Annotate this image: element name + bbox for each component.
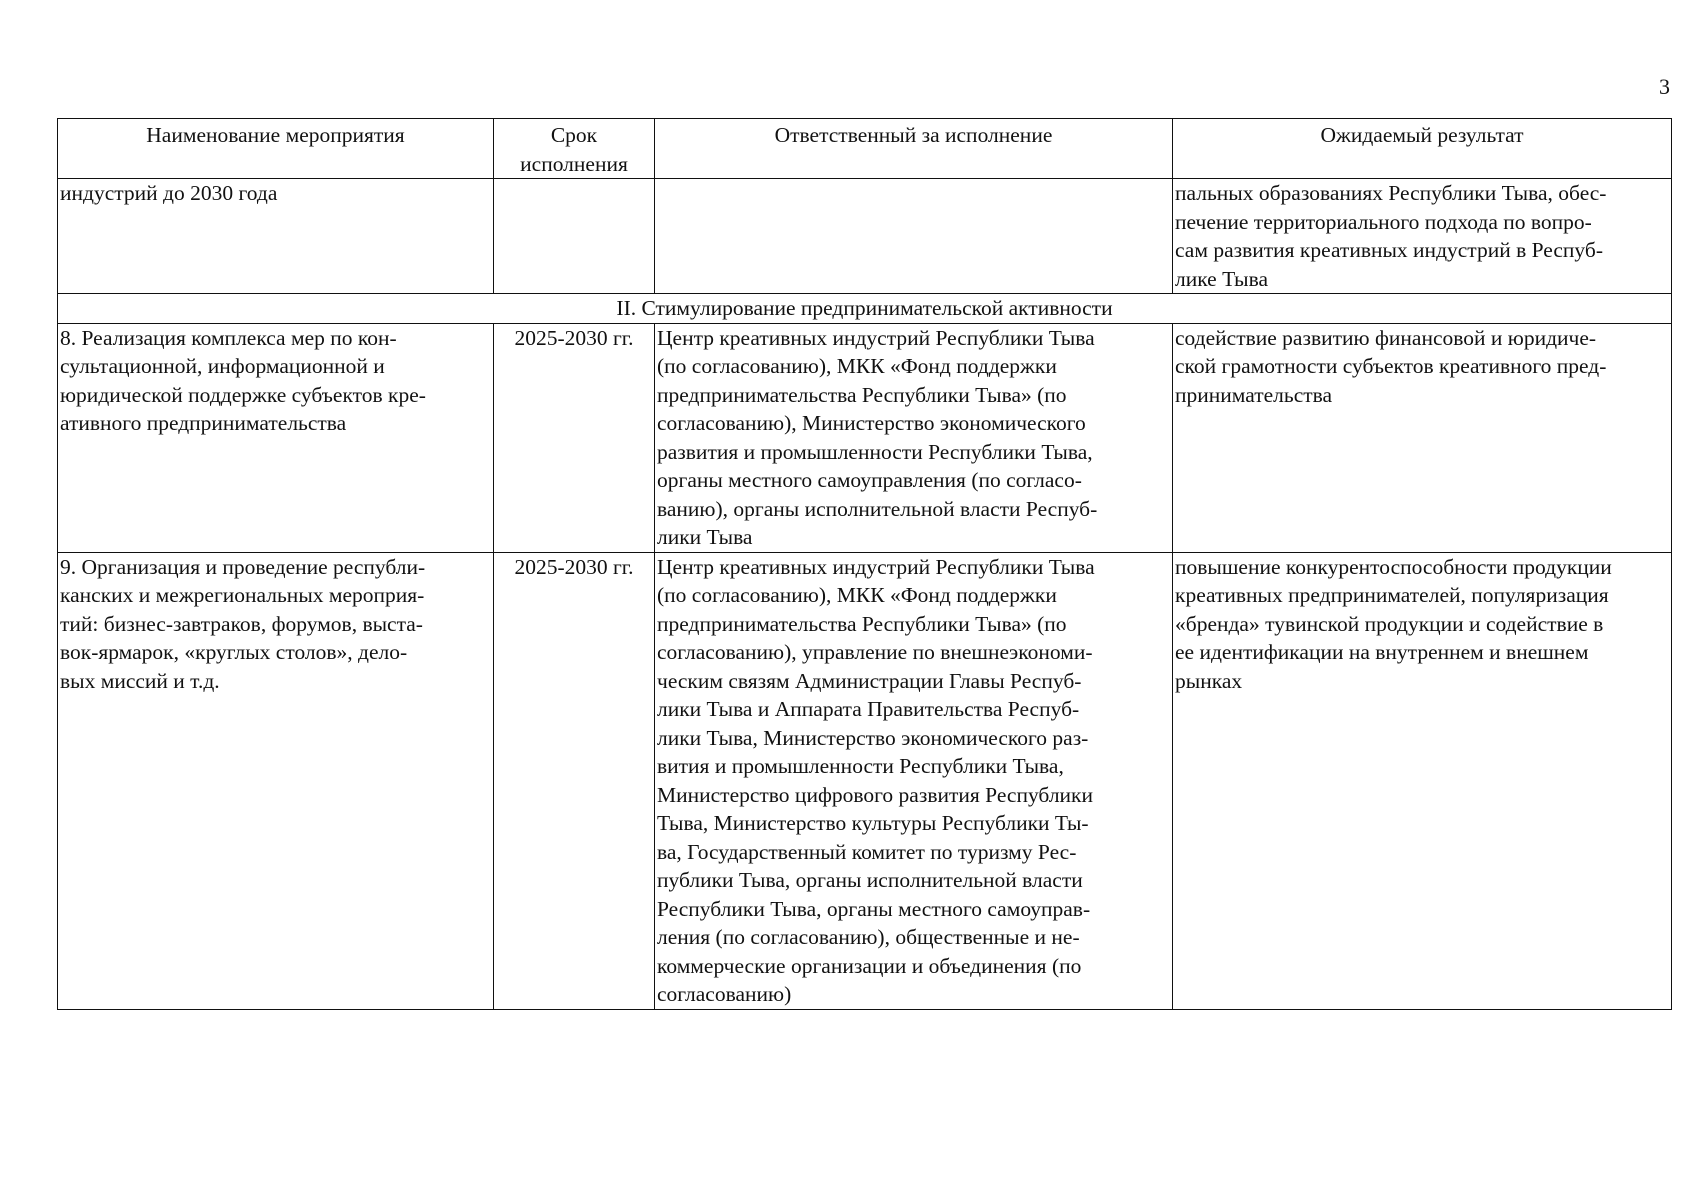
cell-line: органы местного самоуправления (по согласо- bbox=[657, 468, 1082, 492]
cell-line: ее идентификации на внутреннем и внешнем bbox=[1175, 640, 1589, 664]
cell-expected-result bbox=[1173, 552, 1672, 1009]
cell-line: 8. Реализация комплекса мер по кон- bbox=[60, 325, 397, 350]
table-row-8 bbox=[58, 323, 1672, 552]
cell-line: Центр креативных индустрий Республики Тыва bbox=[657, 554, 1095, 579]
cell-term: 2025-2030 гг. bbox=[494, 552, 655, 1009]
section-title: II. Стимулирование предпринимательской активности bbox=[58, 294, 1672, 324]
section-title-row bbox=[58, 294, 1672, 324]
cell-line: ской грамотности субъектов креативного пред- bbox=[1175, 354, 1607, 378]
cell-line: предпринимательства Республики Тыва» (по bbox=[657, 382, 1067, 407]
cell-line: сам развития креативных индустрий в Респуб- bbox=[1175, 238, 1603, 262]
cell-term: 2025-2030 гг. bbox=[494, 323, 655, 552]
header-activity-name: Наименование мероприятия bbox=[58, 119, 494, 179]
cell-line: лики Тыва и Аппарата Правительства Респуб- bbox=[657, 697, 1080, 721]
cell-line: сультационной, информационной и bbox=[60, 354, 385, 378]
cell-line: Министерство цифрового развития Республики bbox=[657, 782, 1094, 807]
cell-line: пальных образованиях Республики Тыва, обес- bbox=[1175, 181, 1607, 205]
cell-line: индустрий до 2030 года bbox=[60, 181, 278, 205]
header-term-text: Срок исполнения bbox=[520, 123, 628, 176]
cell-activity-name bbox=[58, 552, 494, 1009]
cell-expected-result bbox=[1173, 323, 1672, 552]
cell-line: повышение конкурентоспособности продукции bbox=[1175, 554, 1612, 579]
cell-activity-name bbox=[58, 323, 494, 552]
cell-line: содействие развитию финансовой и юридиче- bbox=[1175, 325, 1597, 350]
cell-line: (по согласованию), МКК «Фонд поддержки bbox=[657, 354, 1057, 378]
cell-line: принимательства bbox=[1175, 382, 1333, 407]
cell-line: 9. Организация и проведение республи- bbox=[60, 554, 426, 579]
table-row-9 bbox=[58, 552, 1672, 1009]
cell-line: креативных предпринимателей, популяризация bbox=[1175, 583, 1609, 607]
cell-line: согласованию), управление по внешнеэкономи- bbox=[657, 640, 1093, 664]
cell-line: лики Тыва, Министерство экономического раз- bbox=[657, 725, 1089, 750]
table-header-row bbox=[58, 119, 1672, 179]
table-row-continuation bbox=[58, 179, 1672, 294]
cell-term bbox=[494, 179, 655, 294]
page-number: 3 bbox=[1659, 74, 1670, 99]
cell-line: согласованию) bbox=[657, 982, 792, 1006]
cell-line: предпринимательства Республики Тыва» (по bbox=[657, 611, 1067, 636]
cell-line: вых миссий и т.д. bbox=[60, 668, 220, 693]
cell-line: развития и промышленности Республики Тыва, bbox=[657, 439, 1093, 464]
header-term bbox=[494, 119, 655, 179]
cell-line: Республики Тыва, органы местного самоуправ- bbox=[657, 896, 1091, 921]
cell-line: ления (по согласованию), общественные и не- bbox=[657, 925, 1080, 949]
cell-line: коммерческие организации и объединения (по bbox=[657, 953, 1082, 978]
cell-line: канских и межрегиональных мероприя- bbox=[60, 583, 425, 607]
cell-line: «бренда» тувинской продукции и содействие в bbox=[1175, 611, 1604, 636]
cell-line: Центр креативных индустрий Республики Тыва bbox=[657, 325, 1095, 350]
cell-line: тий: бизнес-завтраков, форумов, выста- bbox=[60, 611, 423, 636]
cell-line: согласованию), Министерство экономического bbox=[657, 411, 1086, 435]
cell-line: публики Тыва, органы исполнительной власти bbox=[657, 868, 1083, 892]
cell-line: лике Тыва bbox=[1175, 266, 1268, 291]
header-responsible: Ответственный за исполнение bbox=[655, 119, 1173, 179]
action-plan-table bbox=[57, 118, 1672, 1010]
cell-line: Тыва, Министерство культуры Республики Ты- bbox=[657, 811, 1089, 835]
cell-line: (по согласованию), МКК «Фонд поддержки bbox=[657, 583, 1057, 607]
cell-line: вок-ярмарок, «круглых столов», дело- bbox=[60, 640, 408, 664]
header-expected-result: Ожидаемый результат bbox=[1173, 119, 1672, 179]
cell-line: юридической поддержке субъектов кре- bbox=[60, 382, 426, 407]
cell-line: ативного предпринимательства bbox=[60, 411, 347, 435]
cell-line: рынках bbox=[1175, 668, 1243, 693]
cell-line: ва, Государственный комитет по туризму Рес- bbox=[657, 839, 1077, 864]
cell-expected-result bbox=[1173, 179, 1672, 294]
cell-line: ванию), органы исполнительной власти Респуб- bbox=[657, 496, 1098, 521]
cell-responsible bbox=[655, 323, 1173, 552]
cell-activity-name bbox=[58, 179, 494, 294]
cell-line: вития и промышленности Республики Тыва, bbox=[657, 754, 1064, 778]
cell-responsible bbox=[655, 552, 1173, 1009]
cell-line: лики Тыва bbox=[657, 525, 753, 549]
cell-line: ческим связям Администрации Главы Респуб- bbox=[657, 668, 1082, 693]
cell-line: печение территориального подхода по вопро- bbox=[1175, 209, 1592, 234]
cell-responsible bbox=[655, 179, 1173, 294]
